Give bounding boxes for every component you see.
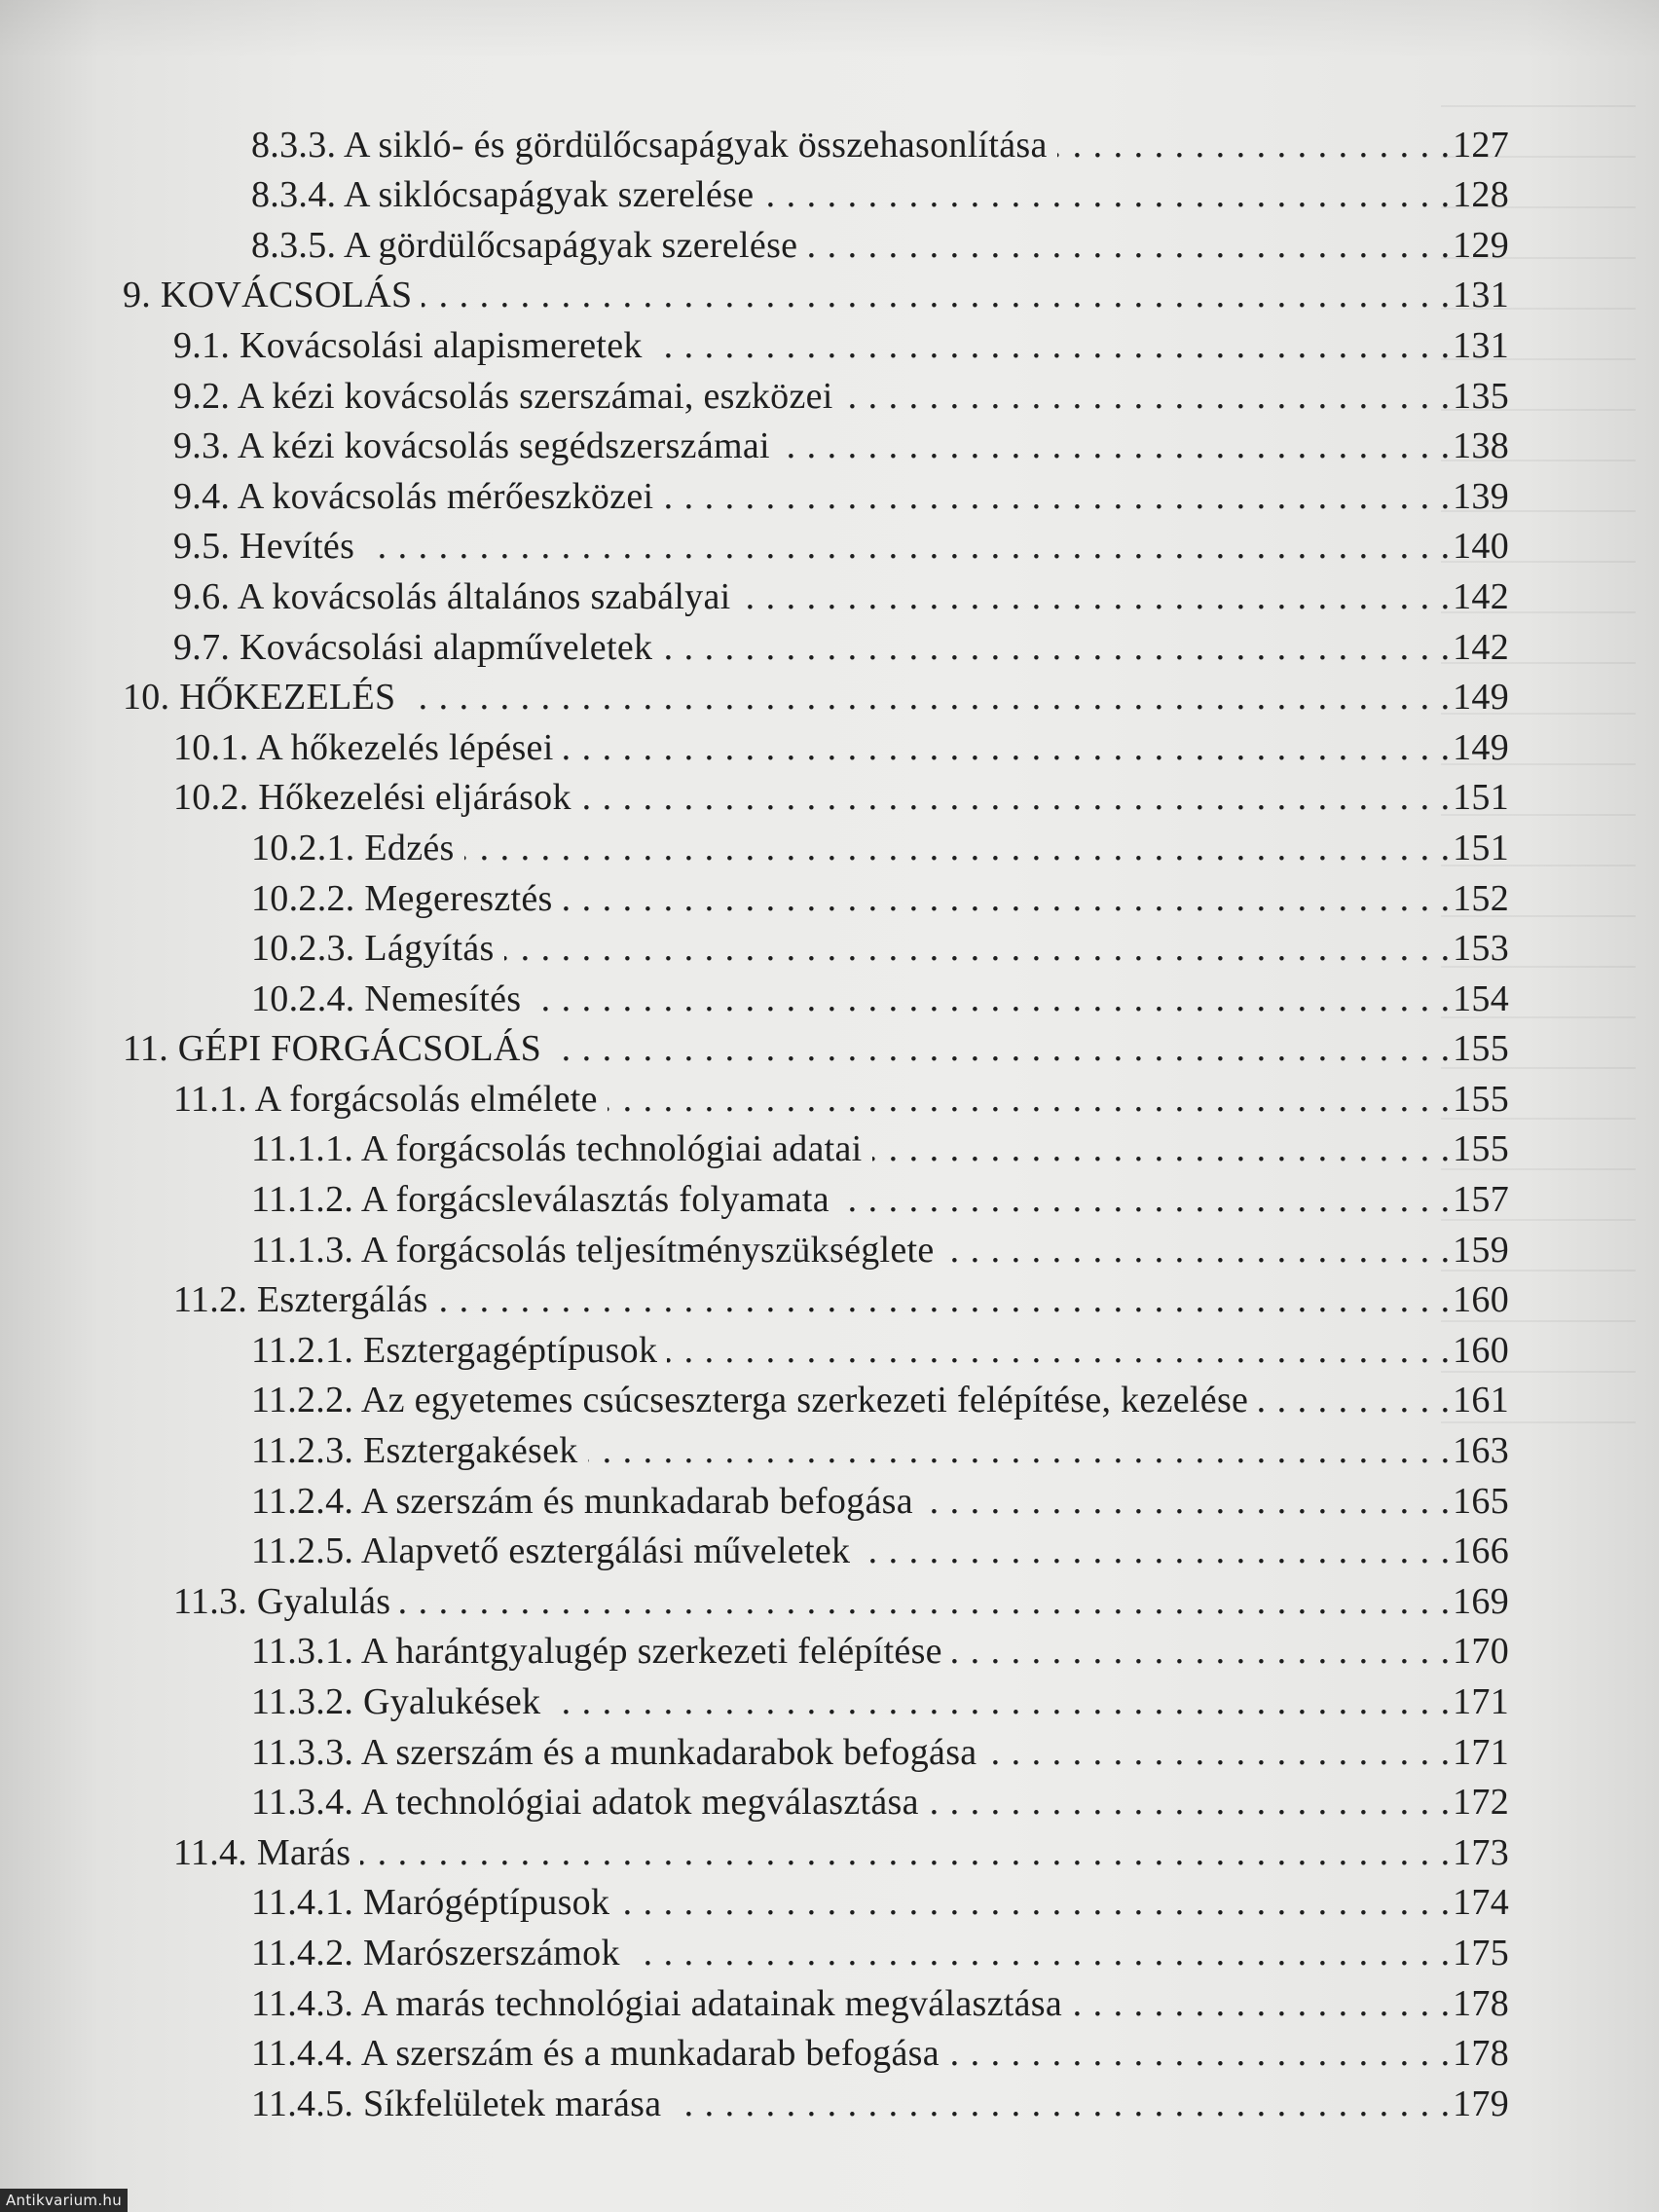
toc-entry bbox=[0, 1071, 1659, 1122]
toc-entry-title: 11.4.3. A marás technológiai adatainak megválasztása bbox=[251, 1982, 1063, 2024]
toc-entry-title: 9.1. Kovácsolási alapismeretek bbox=[173, 324, 643, 366]
toc-entry bbox=[0, 468, 1659, 519]
toc-entry-title: 10.2. Hőkezelési eljárások bbox=[173, 777, 571, 819]
toc-entry-page: 170 bbox=[1453, 1631, 1509, 1673]
dot-leader bbox=[923, 1479, 1451, 1524]
toc-entry-page: 129 bbox=[1453, 224, 1509, 266]
toc-entry-page: 152 bbox=[1453, 877, 1509, 919]
toc-entry bbox=[0, 971, 1659, 1021]
toc-entry bbox=[0, 317, 1659, 368]
dot-leader bbox=[671, 2082, 1451, 2126]
toc-entry bbox=[0, 670, 1659, 720]
toc-entry-title: 11.1.3. A forgácsolás teljesítményszükséglete bbox=[251, 1229, 935, 1271]
toc-entry-title: 9.2. A kézi kovácsolás szerszámai, eszközei bbox=[173, 375, 833, 417]
toc-entry-title: 11.1.1. A forgácsolás technológiai adatai bbox=[251, 1128, 863, 1170]
toc-entry-page: 131 bbox=[1453, 275, 1509, 316]
toc-entry-title: 11.2.5. Alapvető esztergálási műveletek bbox=[251, 1530, 851, 1572]
toc-entry bbox=[0, 419, 1659, 469]
toc-entry bbox=[0, 117, 1659, 167]
toc-entry bbox=[0, 268, 1659, 318]
toc-entry-title: 10.2.3. Lágyítás bbox=[251, 928, 495, 970]
toc-entry bbox=[0, 1524, 1659, 1574]
dot-leader bbox=[581, 775, 1451, 820]
toc-entry bbox=[0, 1021, 1659, 1072]
toc-entry-page: 155 bbox=[1453, 1128, 1509, 1170]
dot-leader bbox=[986, 1730, 1451, 1775]
toc-entry-page: 139 bbox=[1453, 475, 1509, 517]
toc-entry-page: 178 bbox=[1453, 2033, 1509, 2075]
toc-entry-title: 11.4.5. Síkfelületek marása bbox=[251, 2083, 662, 2124]
dot-leader bbox=[741, 574, 1452, 619]
dot-leader bbox=[438, 1277, 1452, 1322]
toc-entry-title: 11.4.1. Marógéptípusok bbox=[251, 1882, 610, 1924]
toc-entry-page: 174 bbox=[1453, 1882, 1509, 1924]
dot-leader bbox=[619, 1880, 1451, 1925]
toc-entry bbox=[0, 1171, 1659, 1222]
toc-entry-title: 9.6. A kovácsolás általános szabályai bbox=[173, 575, 731, 617]
toc-entry-page: 128 bbox=[1453, 174, 1509, 216]
toc-entry bbox=[0, 2076, 1659, 2126]
dot-leader bbox=[1072, 1981, 1451, 2026]
toc-entry-title: 10.1. A hőkezelés lépései bbox=[173, 726, 554, 768]
toc-entry bbox=[0, 1775, 1659, 1825]
toc-entry-page: 155 bbox=[1453, 1028, 1509, 1070]
toc-entry-page: 175 bbox=[1453, 1932, 1509, 1973]
toc-entry-page: 169 bbox=[1453, 1580, 1509, 1622]
toc-entry bbox=[0, 1373, 1659, 1423]
toc-entry bbox=[0, 1875, 1659, 1926]
toc-entry-page: 165 bbox=[1453, 1480, 1509, 1522]
toc-entry-title: 11.3.4. A technológiai adatok megválasztása bbox=[251, 1782, 919, 1824]
toc-entry-title: 8.3.5. A gördülőcsapágyak szerelése bbox=[251, 224, 798, 266]
dot-leader bbox=[405, 675, 1451, 719]
toc-entry-title: 10. HŐKEZELÉS bbox=[123, 677, 396, 719]
dot-leader bbox=[608, 1077, 1451, 1122]
toc-entry-page: 149 bbox=[1453, 677, 1509, 719]
toc-entry bbox=[0, 1825, 1659, 1875]
toc-entry-page: 140 bbox=[1453, 526, 1509, 568]
toc-entry-page: 127 bbox=[1453, 124, 1509, 166]
dot-leader bbox=[630, 1931, 1451, 1975]
toc-entry bbox=[0, 719, 1659, 770]
toc-entry-page: 160 bbox=[1453, 1279, 1509, 1321]
toc-entry-title: 10.2.2. Megeresztés bbox=[251, 877, 553, 919]
dot-leader bbox=[944, 1228, 1452, 1272]
toc-entry-page: 157 bbox=[1453, 1179, 1509, 1221]
toc-entry bbox=[0, 1272, 1659, 1323]
toc-entry bbox=[0, 1222, 1659, 1272]
toc-entry-title: 11.2.4. A szerszám és munkadarab befogása bbox=[251, 1480, 913, 1522]
toc-entry-title: 9.3. A kézi kovácsolás segédszerszámai bbox=[173, 425, 770, 467]
toc-entry-title: 11.4. Marás bbox=[173, 1831, 351, 1873]
toc-entry-title: 11.3.1. A harántgyalugép szerkezeti felépítése bbox=[251, 1631, 942, 1673]
dot-leader bbox=[929, 1780, 1451, 1825]
dot-leader bbox=[1057, 123, 1451, 167]
toc-entry bbox=[0, 1422, 1659, 1473]
toc-entry bbox=[0, 1573, 1659, 1624]
toc-entry-title: 9.5. Hevítés bbox=[173, 526, 355, 568]
toc-entry-page: 153 bbox=[1453, 928, 1509, 970]
dot-leader bbox=[872, 1126, 1452, 1171]
dot-leader bbox=[564, 725, 1452, 770]
toc-entry-page: 142 bbox=[1453, 575, 1509, 617]
toc-entry-page: 163 bbox=[1453, 1430, 1509, 1472]
toc-entry-title: 8.3.4. A siklócsapágyak szerelése bbox=[251, 174, 755, 216]
dot-leader bbox=[400, 1579, 1451, 1624]
toc-entry-page: 131 bbox=[1453, 324, 1509, 366]
dot-leader bbox=[843, 374, 1451, 419]
toc-entry bbox=[0, 217, 1659, 268]
dot-leader bbox=[839, 1177, 1451, 1222]
dot-leader bbox=[763, 172, 1451, 217]
toc-entry-title: 11.3.2. Gyalukések bbox=[251, 1681, 541, 1722]
dot-leader bbox=[422, 273, 1451, 317]
toc-entry-title: 11.3.3. A szerszám és a munkadarabok befogása bbox=[251, 1731, 977, 1773]
dot-leader bbox=[1258, 1378, 1451, 1422]
toc-entry-title: 9. KOVÁCSOLÁS bbox=[123, 275, 413, 316]
dot-leader bbox=[952, 1629, 1451, 1674]
toc-entry bbox=[0, 519, 1659, 570]
toc-entry-page: 138 bbox=[1453, 425, 1509, 467]
toc-entry-page: 135 bbox=[1453, 375, 1509, 417]
toc-entry bbox=[0, 368, 1659, 419]
toc-entry-title: 11.1.2. A forgácsleválasztás folyamata bbox=[251, 1179, 830, 1221]
watermark: Antikvarium.hu bbox=[0, 2189, 128, 2212]
toc-entry-page: 178 bbox=[1453, 1982, 1509, 2024]
toc-entry bbox=[0, 1724, 1659, 1775]
toc-entry bbox=[0, 1122, 1659, 1172]
toc-entry bbox=[0, 2026, 1659, 2077]
toc-entry-page: 142 bbox=[1453, 626, 1509, 668]
dot-leader bbox=[563, 876, 1451, 921]
dot-leader bbox=[780, 424, 1451, 468]
dot-leader bbox=[588, 1428, 1452, 1473]
dot-leader bbox=[807, 223, 1451, 268]
toc-entry-title: 11. GÉPI FORGÁCSOLÁS bbox=[123, 1028, 542, 1070]
toc-entry-title: 11.2.2. Az egyetemes csúcseszterga szerkezeti felépítése, kezelése bbox=[251, 1380, 1249, 1421]
toc-entry-page: 155 bbox=[1453, 1078, 1509, 1120]
toc-entry bbox=[0, 619, 1659, 670]
dot-leader bbox=[550, 1679, 1451, 1724]
dot-leader bbox=[663, 474, 1451, 519]
page-shadow bbox=[0, 0, 1659, 58]
toc-entry-title: 11.1. A forgácsolás elmélete bbox=[173, 1078, 598, 1120]
toc-entry-page: 149 bbox=[1453, 726, 1509, 768]
dot-leader bbox=[662, 625, 1451, 670]
toc-entry bbox=[0, 1975, 1659, 2026]
toc-entry bbox=[0, 1674, 1659, 1724]
toc-entry-page: 154 bbox=[1453, 977, 1509, 1019]
toc-entry bbox=[0, 167, 1659, 218]
toc-entry-page: 151 bbox=[1453, 777, 1509, 819]
toc-entry-title: 11.3. Gyalulás bbox=[173, 1580, 391, 1622]
dot-leader bbox=[860, 1529, 1451, 1573]
toc-entry-title: 10.2.1. Edzés bbox=[251, 827, 455, 868]
toc-entry-title: 11.2.3. Esztergakések bbox=[251, 1430, 578, 1472]
toc-entry-page: 160 bbox=[1453, 1329, 1509, 1371]
dot-leader bbox=[464, 826, 1451, 870]
dot-leader bbox=[652, 323, 1451, 368]
toc-entry-title: 9.7. Kovácsolási alapműveletek bbox=[173, 626, 653, 668]
toc-entry-title: 11.4.2. Marószerszámok bbox=[251, 1932, 620, 1973]
toc-entry bbox=[0, 921, 1659, 972]
toc-entry-page: 151 bbox=[1453, 827, 1509, 868]
toc-entry-title: 10.2.4. Nemesítés bbox=[251, 977, 522, 1019]
toc-entry-page: 172 bbox=[1453, 1782, 1509, 1824]
toc-entry-page: 171 bbox=[1453, 1681, 1509, 1722]
toc-entry bbox=[0, 770, 1659, 821]
dot-leader bbox=[667, 1328, 1451, 1373]
toc-entry-page: 173 bbox=[1453, 1831, 1509, 1873]
toc-entry-title: 8.3.3. A sikló- és gördülőcsapágyak összehasonlítása bbox=[251, 124, 1048, 166]
toc-entry-page: 159 bbox=[1453, 1229, 1509, 1271]
toc-entry bbox=[0, 820, 1659, 870]
toc-entry bbox=[0, 569, 1659, 619]
toc-entry-title: 11.4.4. A szerszám és a munkadarab befogása bbox=[251, 2033, 940, 2075]
toc-entry-title: 11.2. Esztergálás bbox=[173, 1279, 428, 1321]
dot-leader bbox=[364, 524, 1451, 569]
toc-entry bbox=[0, 1473, 1659, 1524]
toc-entry bbox=[0, 1624, 1659, 1675]
table-of-contents bbox=[0, 117, 1659, 2126]
toc-entry-page: 166 bbox=[1453, 1530, 1509, 1572]
dot-leader bbox=[504, 926, 1451, 971]
toc-entry bbox=[0, 1322, 1659, 1373]
toc-entry-page: 179 bbox=[1453, 2083, 1509, 2124]
toc-entry bbox=[0, 1925, 1659, 1975]
dot-leader bbox=[551, 1026, 1451, 1071]
dot-leader bbox=[949, 2031, 1451, 2076]
dot-leader bbox=[531, 977, 1451, 1021]
toc-entry-title: 11.2.1. Esztergagéptípusok bbox=[251, 1329, 658, 1371]
dot-leader bbox=[360, 1830, 1451, 1875]
toc-entry bbox=[0, 870, 1659, 921]
toc-entry-page: 171 bbox=[1453, 1731, 1509, 1773]
toc-entry-title: 9.4. A kovácsolás mérőeszközei bbox=[173, 475, 654, 517]
toc-entry-page: 161 bbox=[1453, 1380, 1509, 1421]
